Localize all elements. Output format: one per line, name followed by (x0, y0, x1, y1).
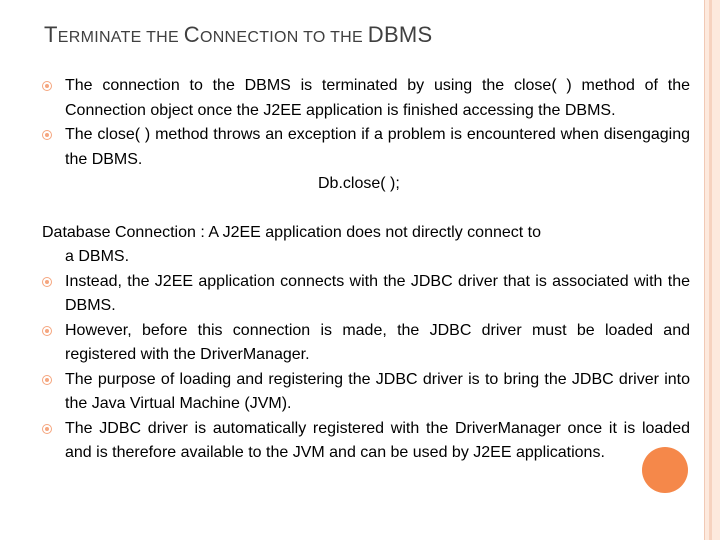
bullet-text: The JDBC driver is automatically registered with the DriverManager once it is loaded and is therefore available to the JVM and can be used by J2EE applications. (65, 419, 690, 461)
bullet-item (42, 319, 690, 368)
bullet-text: However, before this connection is made, the JDBC driver must be loaded and registered with the DriverManager. (65, 321, 690, 363)
bullet-text: Instead, the J2EE application connects with the JDBC driver that is associated with the DBMS. (65, 272, 690, 314)
db-connection-text-cont: a DBMS. (65, 248, 130, 265)
bullet-icon (42, 130, 52, 140)
title-part: DBMS (367, 22, 433, 47)
bullet-icon (42, 81, 52, 91)
slide-title (44, 22, 433, 48)
bullet-text: The close( ) method throws an exception if a problem is encountered when disengaging the DBMS. (65, 126, 690, 168)
bullet-item (42, 123, 690, 172)
title-part: ONNECTION TO THE (199, 29, 368, 46)
slide-body (42, 74, 690, 466)
bullet-item (42, 74, 690, 123)
db-connection-label: Database Connection : (42, 223, 205, 241)
title-part: T (44, 22, 58, 47)
bullet-icon (42, 375, 52, 385)
slide-frame-right (704, 0, 720, 540)
db-connection-paragraph (42, 221, 690, 270)
bullet-item (42, 417, 690, 466)
bullet-item (42, 270, 690, 319)
bullet-item (42, 368, 690, 417)
bullet-icon (42, 326, 52, 336)
code-line: Db.close( ); (318, 175, 400, 192)
bullet-text: The connection to the DBMS is terminated by using the close( ) method of the Connection object once the J2EE application is finished accessing the DBMS. (65, 77, 690, 119)
bullet-text: The purpose of loading and registering the JDBC driver is to bring the JDBC driver into the Java Virtual Machine (JVM). (65, 370, 690, 412)
bullet-icon (42, 424, 52, 434)
title-part: ERMINATE THE (57, 29, 184, 46)
db-connection-text: A J2EE application does not directly connect to (204, 223, 541, 241)
title-part: C (183, 22, 200, 47)
bullet-icon (42, 277, 52, 287)
